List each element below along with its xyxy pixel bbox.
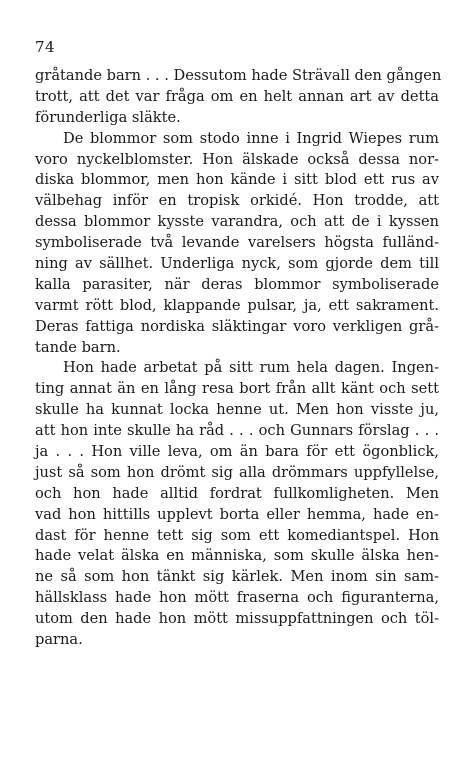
- text-line: parna.: [35, 631, 83, 649]
- page-number: 74: [35, 38, 56, 56]
- text-line: gråtande barn . . . Dessutom hade Strävall den gången: [35, 67, 442, 84]
- text-line: ning av sällhet. Underliga nyck, som gjorde dem till: [35, 255, 439, 273]
- text-line: Hon hade arbetat på sitt rum hela dagen. Ingen-: [63, 359, 439, 377]
- text-line: diska blommor, men hon kände i sitt blod ett rus av: [35, 171, 439, 189]
- text-line: välbehag inför en tropisk orkidé. Hon trodde, att: [35, 192, 439, 210]
- text-line: vad hon hittills upplevt borta eller hemma, hade en-: [35, 505, 439, 523]
- text-line: att hon inte skulle ha råd . . . och Gunnars förslag . . .: [35, 422, 439, 440]
- text-line: dast för henne tett sig som ett komediantspel. Hon: [35, 526, 439, 544]
- text-line: symboliserade två levande varelsers högsta fulländ-: [35, 234, 439, 252]
- text-line: ne så som hon tänkt sig kärlek. Men inom sin sam-: [35, 568, 439, 586]
- text-line: skulle ha kunnat locka henne ut. Men hon visste ju,: [35, 401, 439, 419]
- body-text: [35, 66, 442, 651]
- text-line: hällsklass hade hon mött fraserna och figuranterna,: [35, 589, 439, 607]
- text-line: hade velat älska en människa, som skulle älska hen-: [35, 547, 439, 565]
- text-line: och hon hade alltid fordrat fullkomligheten. Men: [35, 484, 439, 502]
- text-line: utom den hade hon mött missuppfattningen och töl-: [35, 610, 439, 628]
- text-line: Deras fattiga nordiska släktingar voro verkligen grå-: [35, 317, 439, 335]
- text-line: voro nyckelblomster. Hon älskade också dessa nor-: [35, 150, 439, 168]
- text-line: varmt rött blod, klappande pulsar, ja, ett sakrament.: [35, 296, 439, 314]
- text-line: De blommor som stodo inne i Ingrid Wiepes rum: [63, 129, 439, 147]
- text-line: kalla parasiter, när deras blommor symboliserade: [35, 275, 439, 293]
- text-line: trott, att det var fråga om en helt annan art av detta: [35, 87, 439, 105]
- text-line: just så som hon drömt sig alla drömmars uppfyllelse,: [35, 463, 439, 481]
- text-line: ting annat än en lång resa bort från allt känt och sett: [35, 380, 439, 398]
- text-line: tande barn.: [35, 338, 121, 356]
- text-line: ja . . . Hon ville leva, om än bara för ett ögonblick,: [35, 443, 439, 461]
- text-line: dessa blommor kysste varandra, och att de i kyssen: [35, 213, 439, 231]
- text-line: förunderliga släkte.: [35, 108, 181, 126]
